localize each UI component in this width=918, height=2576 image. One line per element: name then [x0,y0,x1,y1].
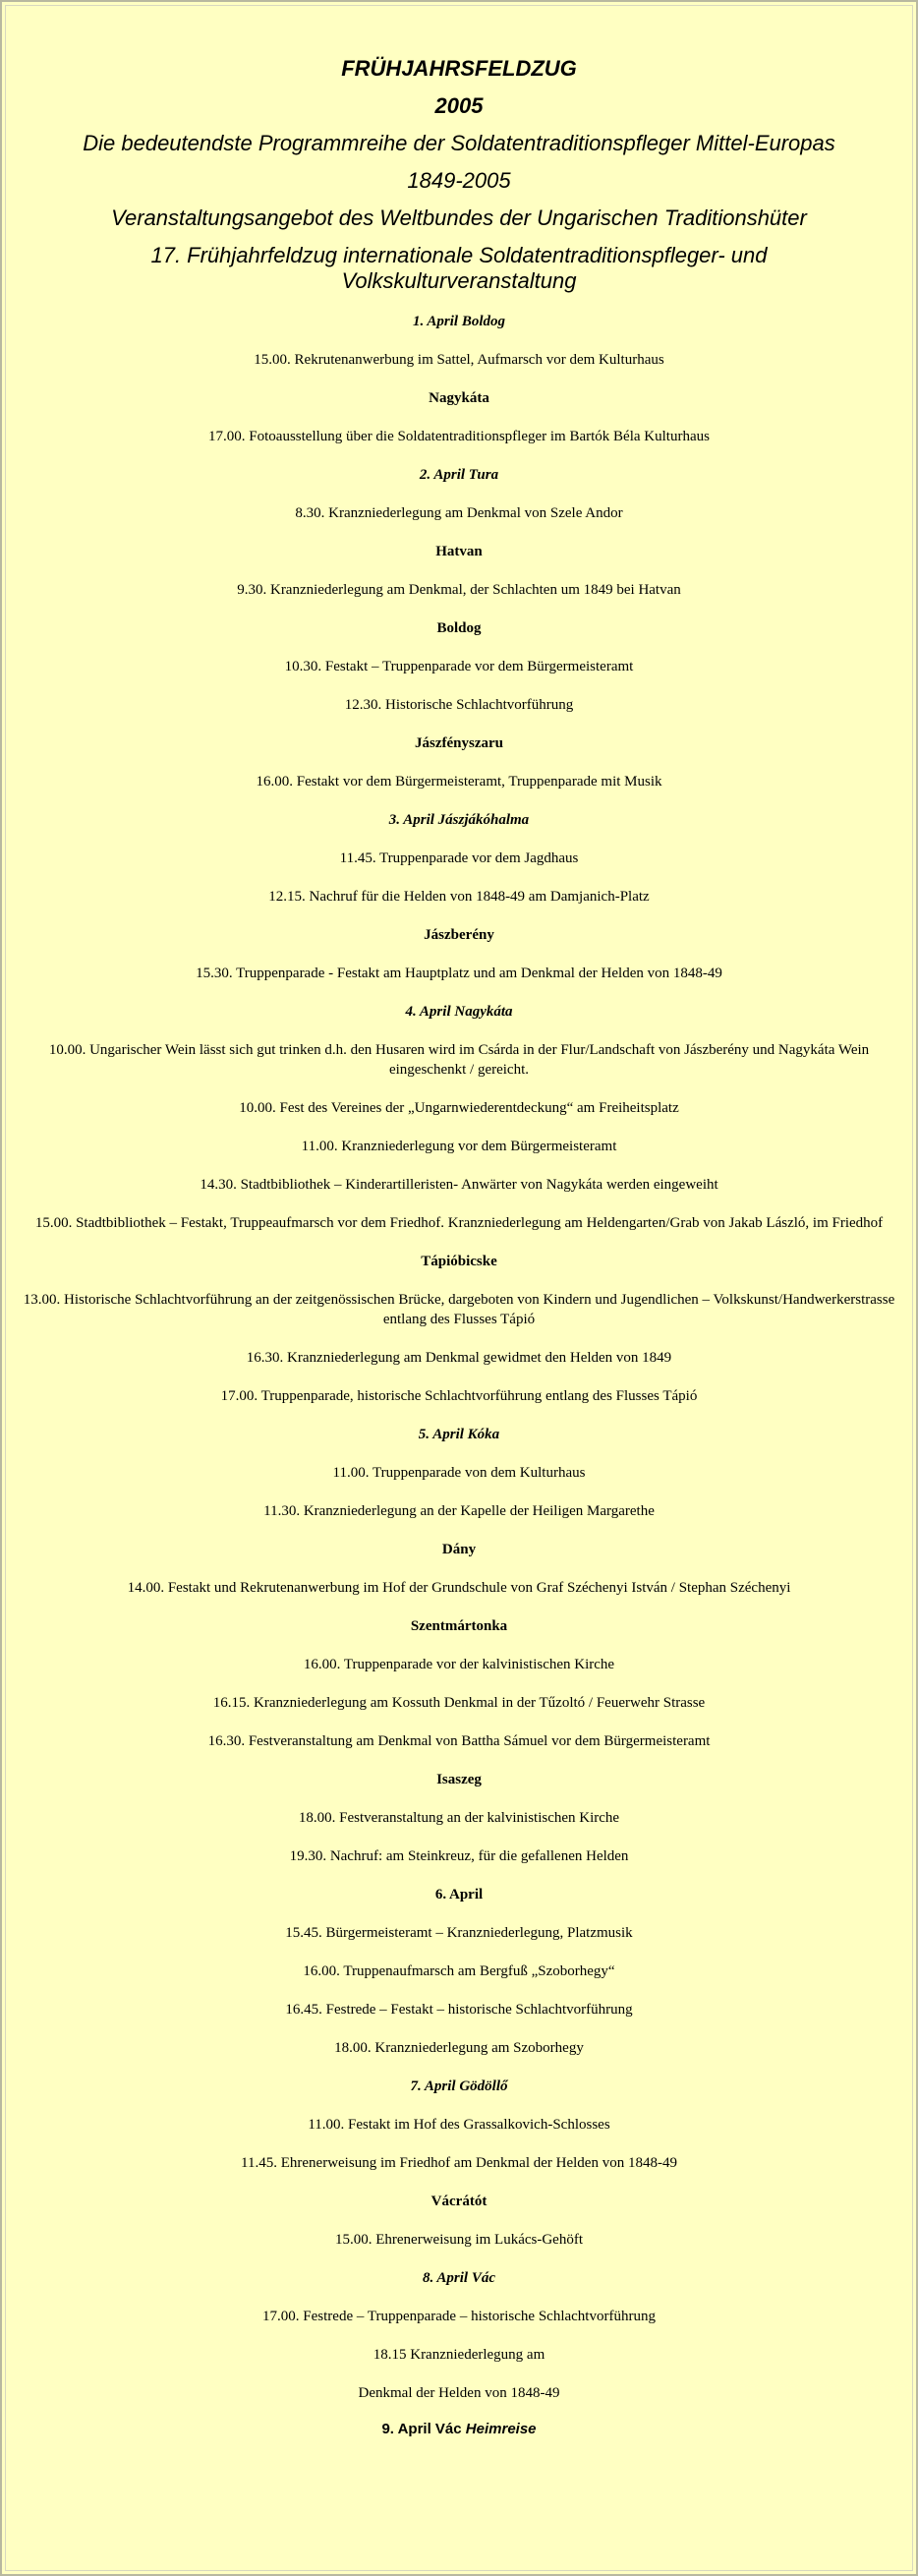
program-years: 1849-2005 [407,168,511,193]
program-year: 2005 [434,93,484,118]
location-heading: Vácrátót [430,2194,488,2209]
location-heading: Boldog [436,620,482,636]
schedule-item: 12.30. Historische Schlachtvorführung [344,697,574,713]
schedule-item: 16.00. Festakt vor dem Bürgermeisteramt, Truppenparade mit Musik [256,774,662,790]
program-title: FRÜHJAHRSFELDZUG [341,56,577,81]
schedule-item: 16.30. Festveranstaltung am Denkmal von Battha Sámuel vor dem Bürgermeisteramt [207,1733,711,1749]
final-line [2,2420,916,2439]
program-subtitle: Die bedeutendste Programmreihe der Soldatentraditionspfleger Mittel-Europas [83,131,835,155]
day-heading: 7. April Gödöllő [410,2078,508,2094]
day-heading: 2. April Tura [419,467,499,483]
schedule-item: 10.00. Ungarischer Wein lässt sich gut trinken d.h. den Husaren wird im Csárda in der Flur/Landschaft von Jászberény und Nagykáta Wein eingeschenkt / gereicht. [48,1042,870,1078]
schedule-item: 18.00. Festveranstaltung an der kalvinistischen Kirche [298,1810,620,1826]
schedule-item: 13.00. Historische Schlachtvorführung an der zeitgenössischen Brücke, dargeboten von Kindern und Jugendlichen – Volkskunst/Handwerkerstrasse entlang des Flusses Tápió [23,1292,895,1327]
schedule-item: 15.30. Truppenparade - Festakt am Hauptplatz und am Denkmal der Helden von 1848-49 [196,966,722,981]
program-content [2,56,916,2458]
schedule-item: 14.00. Festakt und Rekrutenanwerbung im Hof der Grundschule von Graf Széchenyi István / Stephan Széchenyi [127,1580,791,1596]
day-heading: 1. April Boldog [412,314,506,329]
schedule-item: 11.00. Truppenparade von dem Kulturhaus [332,1465,586,1481]
location-heading: Isaszeg [436,1772,482,1787]
schedule-item: 11.45. Ehrenerweisung im Friedhof am Denkmal der Helden von 1848-49 [241,2155,677,2171]
location-heading: Tápióbicske [421,1254,497,1269]
schedule-item: 15.00. Stadtbibliothek – Festakt, Truppeaufmarsch vor dem Friedhof. Kranzniederlegung am Heldengarten/Grab von Jakab László, im Friedhof [34,1215,884,1231]
day-heading: 6. April [434,1887,484,1903]
schedule-item: 18.15 Kranzniederlegung am [373,2347,545,2363]
schedule-item: 11.45. Truppenparade vor dem Jagdhaus [339,850,579,866]
schedule-item: 10.00. Fest des Vereines der „Ungarnwiederentdeckung“ am Freiheitsplatz [239,1100,679,1116]
location-heading: Dány [441,1542,477,1557]
day-heading: 5. April Kóka [418,1427,500,1442]
schedule-item: 11.30. Kranzniederlegung an der Kapelle der Heiligen Margarethe [263,1503,655,1519]
schedule-item: 9.30. Kranzniederlegung am Denkmal, der Schlachten um 1849 bei Hatvan [237,582,681,598]
location-heading: Jászfényszaru [415,735,503,751]
schedule-item: 11.00. Festakt im Hof des Grassalkovich-Schlosses [308,2117,610,2133]
schedule-item: 11.00. Kranzniederlegung vor dem Bürgermeisteramt [301,1139,617,1154]
schedule-item: 14.30. Stadtbibliothek – Kinderartilleristen- Anwärter von Nagykáta werden eingeweiht [200,1177,718,1193]
event-title-line1: 17. Frühjahrfeldzug internationale Soldatentraditionspfleger- und [150,243,768,267]
schedule-item: 15.45. Bürgermeisteramt – Kranzniederlegung, Platzmusik [285,1925,633,1941]
day-heading: 3. April Jászjákóhalma [388,812,530,828]
schedule-item: 16.15. Kranzniederlegung am Kossuth Denkmal in der Tűzoltó / Feuerwehr Strasse [212,1695,706,1711]
location-heading: Szentmártonka [410,1618,508,1634]
schedule-item: 16.00. Truppenparade vor der kalvinistischen Kirche [303,1657,615,1672]
schedule-item: Denkmal der Helden von 1848-49 [358,2385,560,2401]
day-heading: 8. April Vác [422,2270,496,2286]
schedule-item: 15.00. Rekrutenanwerbung im Sattel, Aufmarsch vor dem Kulturhaus [254,352,664,368]
location-heading: Nagykáta [429,390,489,406]
location-heading: Jászberény [424,927,494,943]
program-organizer: Veranstaltungsangebot des Weltbundes der Ungarischen Traditionshüter [111,205,807,230]
schedule-item: 10.30. Festakt – Truppenparade vor dem Bürgermeisteramt [284,659,634,674]
location-heading: Hatvan [435,544,483,559]
schedule-item: 17.00. Fotoausstellung über die Soldatentraditionspfleger im Bartók Béla Kulturhaus [208,429,710,444]
schedule-item: 16.30. Kranzniederlegung am Denkmal gewidmet den Helden von 1849 [246,1350,672,1366]
schedule-item: 16.45. Festrede – Festakt – historische Schlachtvorführung [285,2002,633,2018]
schedule-item: 19.30. Nachruf: am Steinkreuz, für die gefallenen Helden [289,1848,629,1864]
schedule-item: 16.00. Truppenaufmarsch am Bergfuß „Szoborhegy“ [303,1963,615,1979]
schedule-item: 15.00. Ehrenerweisung im Lukács-Gehöft [334,2232,583,2248]
final-heimreise: Heimreise [465,2421,537,2437]
schedule-list [2,312,916,2403]
schedule-item: 12.15. Nachruf für die Helden von 1848-49 am Damjanich-Platz [268,889,650,905]
schedule-item: 17.00. Truppenparade, historische Schlachtvorführung entlang des Flusses Tápió [220,1388,698,1404]
schedule-item: 17.00. Festrede – Truppenparade – historische Schlachtvorführung [262,2309,656,2324]
schedule-item: 18.00. Kranzniederlegung am Szoborhegy [334,2040,584,2056]
day-heading: 4. April Nagykáta [405,1004,513,1020]
event-title-line2: Volkskulturveranstaltung [341,268,577,293]
schedule-item: 8.30. Kranzniederlegung am Denkmal von Szele Andor [295,505,623,521]
final-date: 9. April Vác [381,2421,462,2437]
